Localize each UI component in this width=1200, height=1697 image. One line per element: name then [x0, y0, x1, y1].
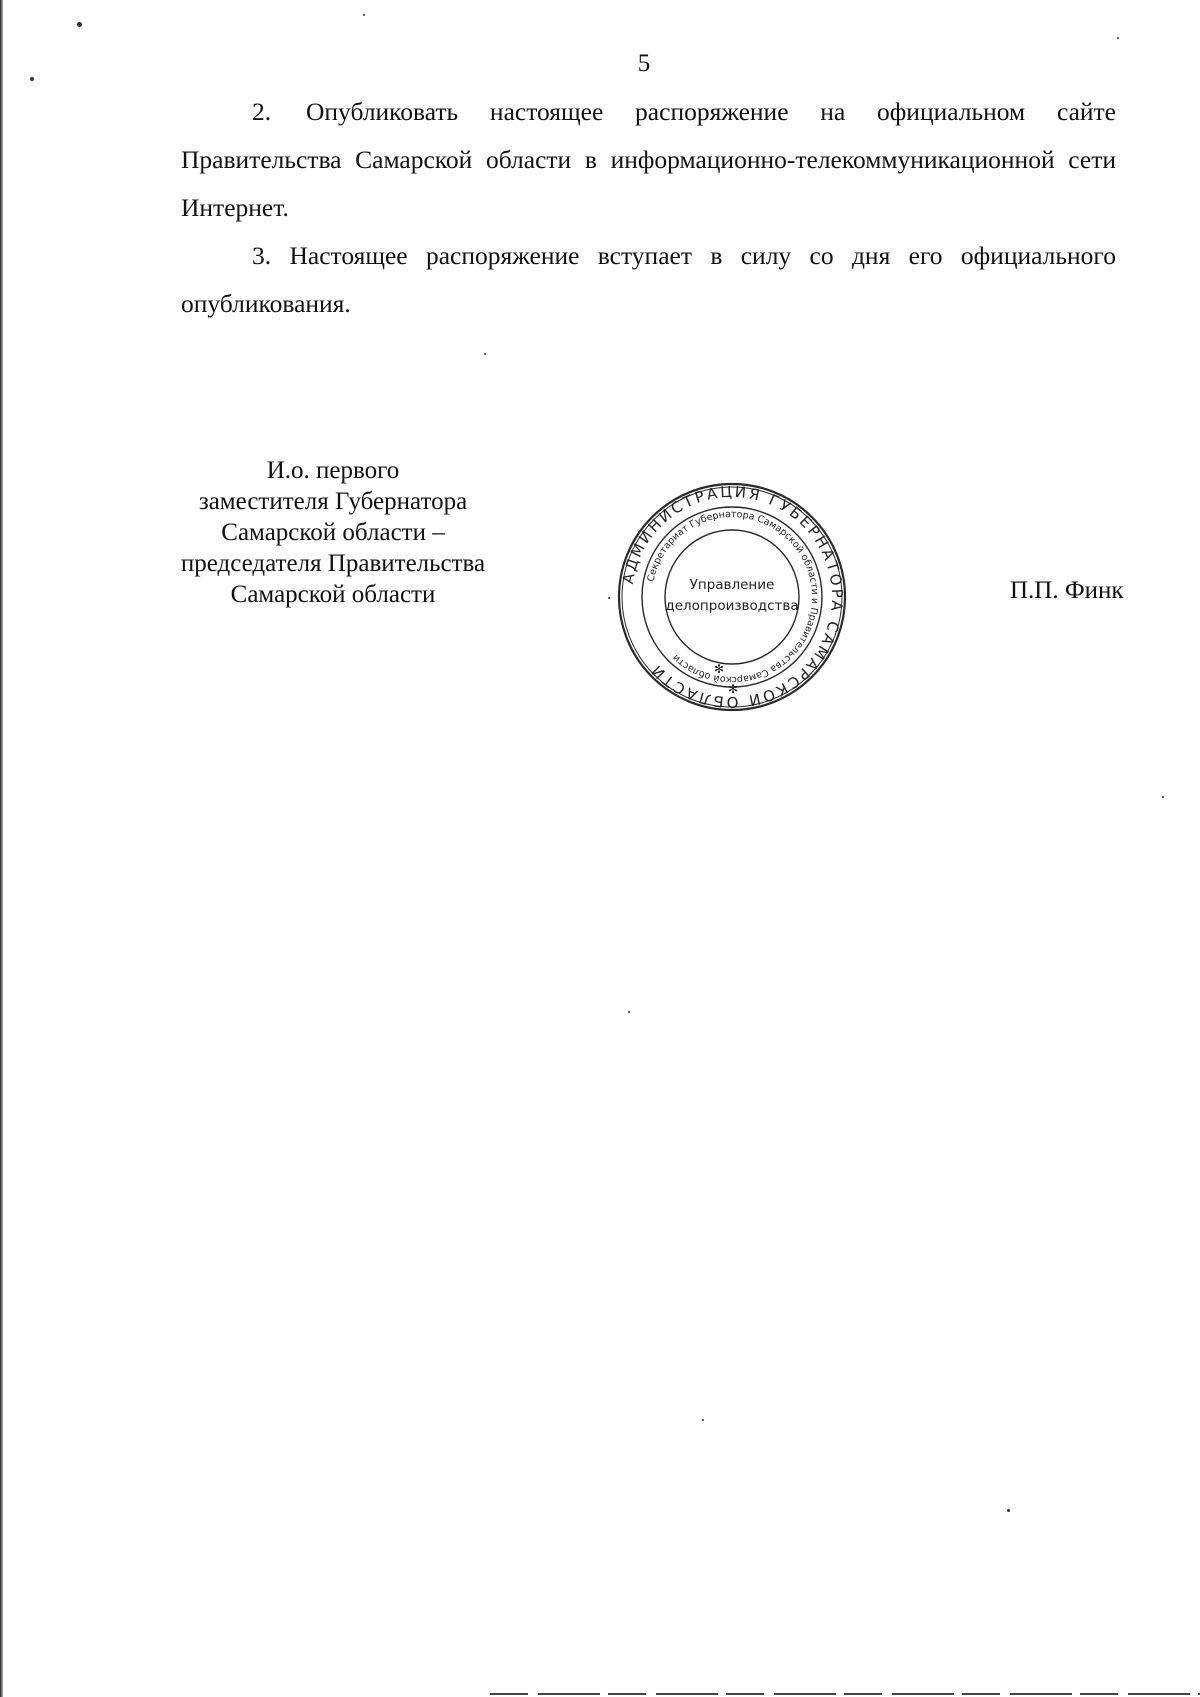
scan-speck	[1007, 1509, 1010, 1512]
scan-speck	[30, 77, 34, 81]
stamp-center-line-1: Управление	[689, 577, 775, 593]
stamp-outer-text-path: АДМИНИСТРАЦИЯ ГУБЕРНАТОРА САМАРСКОЙ ОБЛАСТИ	[618, 482, 847, 712]
official-seal-stamp	[616, 481, 848, 713]
scan-speck	[628, 1011, 630, 1013]
paragraph-3	[181, 232, 1116, 328]
position-line: заместителя Губернатора	[198, 488, 468, 515]
page-number: 5	[637, 50, 651, 77]
scan-speck	[702, 1419, 704, 1421]
scan-speck	[484, 353, 486, 355]
scan-speck	[363, 14, 365, 16]
signatory-position	[160, 455, 506, 610]
scan-speck	[1117, 37, 1119, 39]
position-line: председателя Правительства	[180, 550, 486, 577]
star-icon: ✻	[714, 662, 725, 676]
position-line: Самарской области –	[221, 519, 445, 546]
scan-speck	[608, 597, 610, 599]
scan-speck	[1162, 796, 1164, 798]
star-icon: ✻	[728, 682, 739, 696]
paragraph-2	[181, 88, 1116, 232]
paragraph-number: 2.	[252, 97, 272, 126]
scan-edge	[0, 0, 3, 1697]
scan-speck	[77, 22, 82, 27]
stamp-center-line-2: делопроизводства	[665, 598, 799, 614]
paragraph-text: Настоящее распоряжение вступает в силу со дня его официального опубликования.	[181, 241, 1116, 318]
position-line: И.о. первого	[266, 457, 400, 484]
paragraph-number: 3.	[252, 241, 272, 270]
position-line: Самарской области	[230, 581, 436, 608]
stamp-middle-text	[646, 509, 821, 685]
document-body	[181, 88, 1116, 328]
signer-name: П.П. Финк	[1010, 577, 1124, 604]
scan-bottom-edge	[490, 1693, 1200, 1695]
stamp-middle-text-path: Секретариат Губернатора Самарской области и Правительства Самарской области	[645, 508, 821, 686]
paragraph-text: Опубликовать настоящее распоряжение на официальном сайте Правительства Самарской области в информационно-телекоммуникационной сети Интернет.	[181, 97, 1116, 222]
